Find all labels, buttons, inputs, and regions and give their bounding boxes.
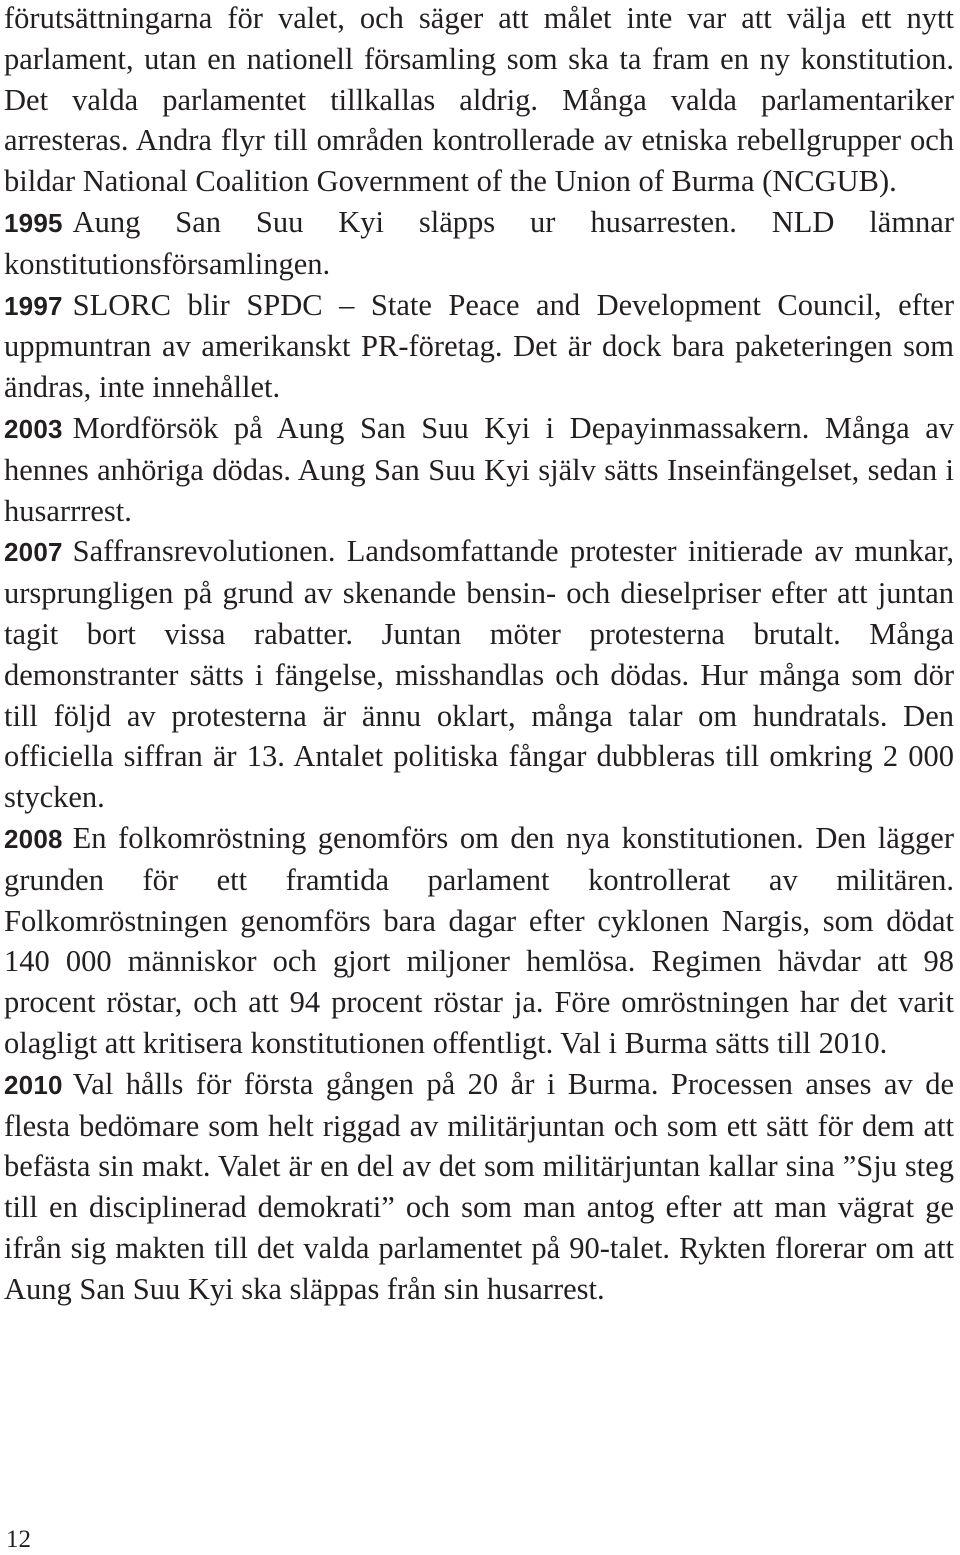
year-label: 2007 [4, 537, 63, 568]
year-label: 2003 [4, 413, 63, 444]
entry-text: SLORC blir SPDC – State Peace and Development Council, efter uppmuntran av amerikanskt PR-företag. Det är dock bara paketeringen som ändras, inte innehållet. [4, 287, 954, 405]
timeline-entry-2003 [4, 408, 954, 531]
entry-text: Saffransrevolutionen. Landsomfattande protester initierade av munkar, ursprungligen på grund av skenande bensin- och dieselpriser efter att juntan tagit bort vissa rabatter. Juntan möter protesterna brutalt. Många demonstranter sätts i fängelse, misshandlas och dödas. Hur många som dör till följd av protesterna är ännu oklart, många talar om hundratals. Den officiella siffran är 13. Antalet politiska fångar dubbleras till omkring 2 000 stycken. [4, 534, 954, 815]
year-label: 1995 [4, 207, 63, 238]
timeline-entry-1995 [4, 202, 954, 285]
timeline-entry-2008 [4, 818, 954, 1064]
timeline-entry-2007 [4, 531, 954, 818]
year-label: 2008 [4, 823, 63, 854]
year-label: 1997 [4, 290, 63, 321]
year-label: 2010 [4, 1069, 63, 1100]
intro-paragraph [4, 0, 954, 202]
timeline-entry-2010 [4, 1064, 954, 1310]
entry-text: Mordförsök på Aung San Suu Kyi i Depayinmassakern. Många av hennes anhöriga dödas. Aung San Suu Kyi själv sätts Inseinfängelset, sedan i husarrrest. [4, 410, 954, 528]
document-page [4, 0, 954, 1310]
entry-text: Val hålls för första gången på 20 år i Burma. Processen anses av de flesta bedömare som helt riggad av militärjuntan och som ett sätt för dem att befästa sin makt. Valet är en del av det som militärjuntan kallar sina ”Sju steg till en disciplinerad demokrati” och som man antog efter att man vägrat ge ifrån sig makten till det valda parlamentet på 90-talet. Rykten florerar om att Aung San Suu Kyi ska släppas från sin husarrest. [4, 1066, 954, 1306]
entry-text: En folkomröstning genomförs om den nya konstitutionen. Den lägger grunden för ett framtida parlament kontrollerat av militären. Folkomröstningen genomförs bara dagar efter cyklonen Nargis, som dödat 140 000 människor och gjort miljoner hemlösa. Regimen hävdar att 98 procent röstar, och att 94 procent röstar ja. Före omröstningen har det varit olagligt att kritisera konstitutionen offentligt. Val i Burma sätts till 2010. [4, 820, 954, 1060]
entry-text: Aung San Suu Kyi släpps ur husarresten. NLD lämnar konstitutionsförsamlingen. [4, 204, 954, 281]
intro-text: förutsättningarna för valet, och säger att målet inte var att välja ett nytt parlament, utan en nationell församling som ska ta fram en ny konstitution. Det valda parlamentet tillkallas aldrig. Många valda parlamentariker arresteras. Andra flyr till områden kontrollerade av etniska rebellgrupper och bildar National Coalition Government of the Union of Burma (NCGUB). [4, 1, 954, 199]
timeline-entry-1997 [4, 285, 954, 408]
page-number: 12 [6, 1526, 31, 1553]
